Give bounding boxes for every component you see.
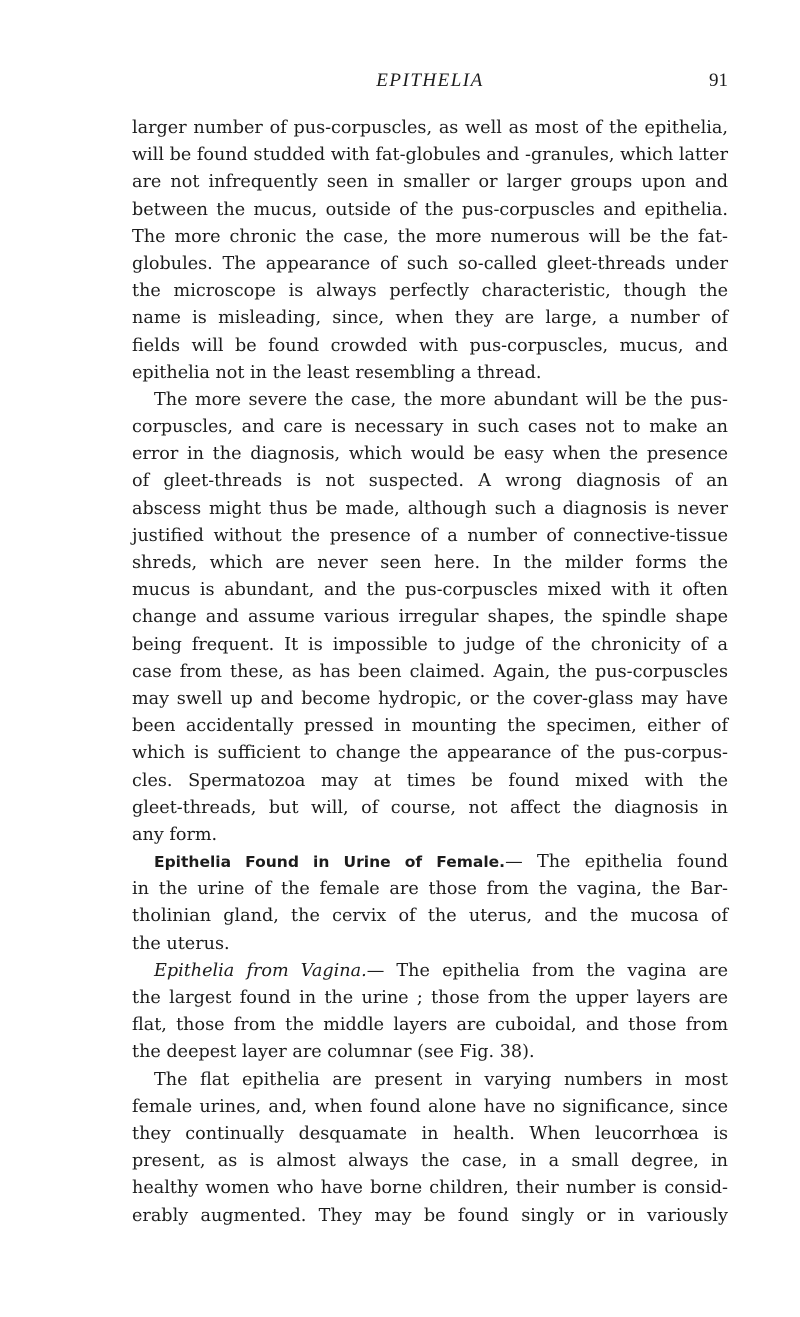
text-line: epithelia not in the least resembling a thread. [132, 362, 542, 383]
text-line: between the mucus, outside of the pus-corpuscles and epithelia. [132, 199, 728, 220]
text-line: healthy women who have borne children, their number is consid- [132, 1178, 728, 1199]
text-line: any form. [132, 824, 218, 845]
text-line: mucus is abundant, and the pus-corpuscles mixed with it often [132, 580, 728, 601]
text-line: cles. Spermatozoa may at times be found mixed with the [132, 770, 728, 791]
paragraph-2 [132, 387, 728, 849]
text-line: abscess might thus be made, although such a diagnosis is never [132, 498, 728, 519]
text-line: the largest found in the urine ; those from the upper layers are [132, 988, 728, 1008]
text-line: globules. The appearance of such so-called gleet-threads under [132, 253, 728, 274]
text-line: being frequent. It is impossible to judge of the chronicity of a [132, 634, 728, 655]
heading-continuation: — The epithelia from the vagina are [366, 960, 728, 981]
text-line: gleet-threads, but will, of course, not affect the diagnosis in [132, 797, 728, 818]
text-line: fields will be found crowded with pus-corpuscles, mucus, and [132, 335, 728, 356]
text-line: will be found studded with fat-globules and -granules, which latter [132, 145, 728, 166]
text-line: erably augmented. They may be found singly or in variously [132, 1205, 728, 1226]
body-text [132, 115, 728, 1230]
text-line: the uterus. [132, 933, 230, 954]
paragraph-5 [132, 1067, 728, 1230]
text-line [132, 849, 728, 876]
running-title: EPITHELIA [376, 70, 484, 91]
text-line: of gleet-threads is not suspected. A wrong diagnosis of an [132, 471, 728, 492]
section-heading-female: Epithelia Found in Urine of Female. [154, 853, 506, 872]
text-line: present, as is almost always the case, in a small degree, in [132, 1151, 728, 1172]
text-line: the deepest layer are columnar (see Fig. 38). [132, 1042, 535, 1063]
text-line: female urines, and, when found alone have no significance, since [132, 1096, 728, 1117]
text-line: in the urine of the female are those from the vagina, the Bar- [132, 879, 728, 900]
heading-continuation: — The epithelia found [505, 852, 728, 873]
text-line [132, 958, 728, 985]
text-line: error in the diagnosis, which would be easy when the presence [132, 444, 728, 465]
page-number: 91 [709, 70, 728, 91]
text-line: flat, those from the middle layers are cuboidal, and those from [132, 1015, 728, 1036]
section-heading-vagina: Epithelia from Vagina. [154, 960, 367, 981]
paragraph-4 [132, 958, 728, 1067]
text-line: they continually desquamate in health. When leucorrhœa is [132, 1123, 728, 1144]
text-line: are not infrequently seen in smaller or larger groups upon and [132, 172, 728, 193]
running-header [132, 70, 728, 100]
paragraph-1 [132, 115, 728, 387]
text-line: name is misleading, since, when they are large, a number of [132, 308, 728, 329]
text-line: The flat epithelia are present in varying numbers in most [154, 1069, 728, 1090]
text-line: shreds, which are never seen here. In the milder forms the [132, 553, 728, 573]
text-line: may swell up and become hydropic, or the cover-glass may have [132, 688, 728, 709]
text-line: been accidentally pressed in mounting the specimen, either of [132, 716, 728, 737]
text-line: tholinian gland, the cervix of the uterus, and the mucosa of [132, 906, 728, 927]
text-line: corpuscles, and care is necessary in such cases not to make an [132, 417, 728, 438]
text-line: The more chronic the case, the more numerous will be the fat- [132, 226, 728, 247]
text-line: change and assume various irregular shapes, the spindle shape [132, 607, 728, 628]
text-line: The more severe the case, the more abundant will be the pus- [154, 389, 728, 410]
text-line: which is sufficient to change the appearance of the pus-corpus- [132, 743, 728, 764]
text-line: larger number of pus-corpuscles, as well as most of the epithelia, [132, 118, 728, 138]
paragraph-3 [132, 849, 728, 958]
text-line: justified without the presence of a number of connective-tissue [132, 525, 728, 546]
text-line: the microscope is always perfectly characteristic, though the [132, 281, 728, 302]
text-line: case from these, as has been claimed. Again, the pus-corpuscles [132, 661, 728, 682]
